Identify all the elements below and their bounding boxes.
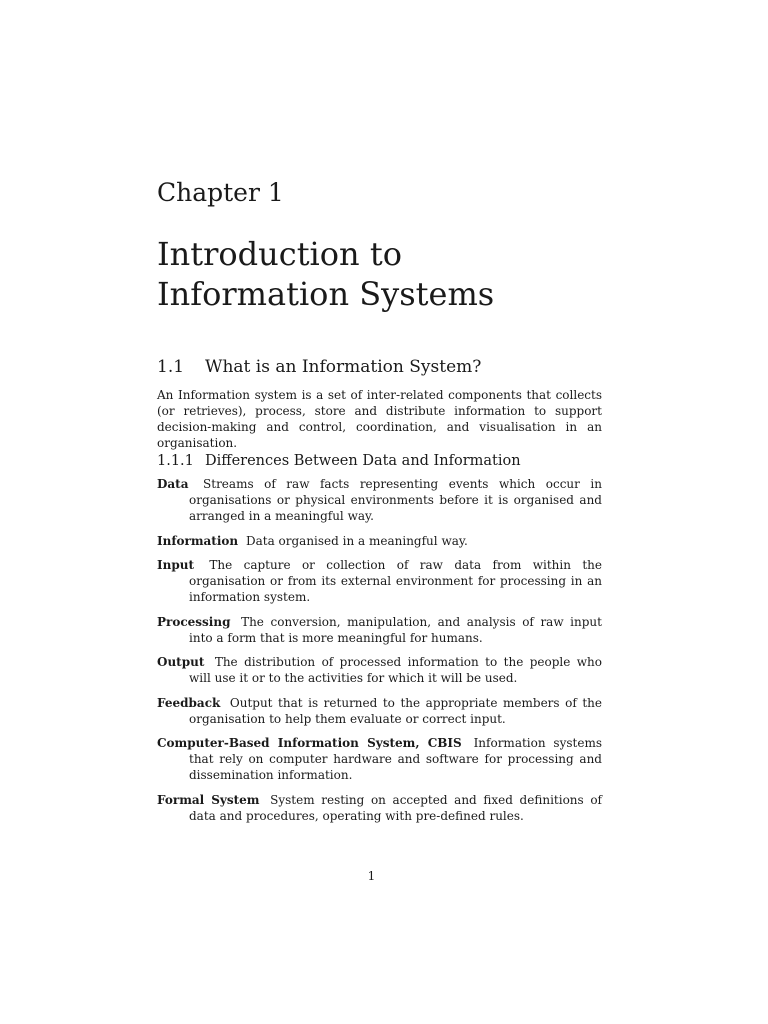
definition-item: [157, 735, 602, 783]
subsection-heading: [157, 451, 521, 471]
document-page: [157, 0, 602, 1024]
definition-item: [157, 557, 602, 605]
section-title: What is an Information System?: [205, 357, 482, 377]
definition-term: Processing: [157, 614, 231, 629]
subsection-title: Differences Between Data and Information: [205, 453, 521, 469]
definition-text: Data organised in a meaningful way.: [245, 533, 468, 548]
definition-list: [157, 476, 602, 832]
definition-item: [157, 792, 602, 824]
definition-term: Information: [157, 533, 239, 548]
definition-text: System resting on accepted and fixed definitions of data and procedures, operating with pre-defined rules.: [189, 792, 602, 823]
chapter-label: Chapter 1: [157, 178, 284, 207]
definition-term: Computer-Based Information System, CBIS: [157, 736, 462, 750]
definition-term: Formal System: [157, 792, 260, 807]
section-paragraph: An Information system is a set of inter-related components that collects (or retrieves), process, store and distribute information to support decision-making and control, coordination, and visualisation in an organisation.: [157, 388, 602, 450]
definition-item: [157, 654, 602, 686]
definition-item: [157, 476, 602, 524]
page-number: 1: [367, 869, 376, 883]
definition-item: [157, 614, 602, 646]
definition-term: Input: [157, 558, 194, 572]
definition-text: The distribution of processed information to the people who will use it or to the activities for which it will be used.: [189, 655, 602, 685]
definition-text: The conversion, manipulation, and analysis of raw input into a form that is more meaningful for humans.: [189, 614, 602, 645]
definition-text: The capture or collection of raw data from within the organisation or from its external environment for processing in an information system.: [189, 558, 602, 604]
definition-term: Output: [157, 655, 205, 669]
definition-text: Output that is returned to the appropriate members of the organisation to help them evaluate or correct input.: [189, 695, 602, 726]
definition-item: [157, 695, 602, 727]
chapter-title: Introduction to Information Systems: [157, 235, 495, 313]
definition-text: Information systems that rely on computer hardware and software for processing and dissemination information.: [189, 736, 602, 782]
section-number: 1.1: [157, 357, 185, 377]
definition-item: [157, 533, 602, 549]
section-heading: [157, 356, 481, 378]
definition-term: Data: [157, 477, 189, 491]
definition-term: Feedback: [157, 695, 221, 710]
definition-text: Streams of raw facts representing events which occur in organisations or physical environments before it is organised and arranged in a meaningful way.: [189, 477, 602, 523]
subsection-number: 1.1.1: [157, 453, 194, 469]
